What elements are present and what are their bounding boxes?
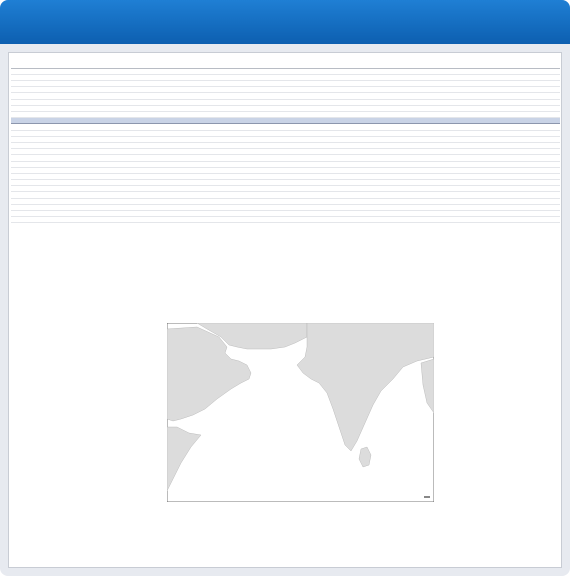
map-attribution (424, 496, 430, 498)
table-cell (327, 217, 344, 223)
table-cell (344, 217, 361, 223)
table-cell (244, 217, 261, 223)
table-cell (194, 217, 211, 223)
vessel-data-table-wrap (11, 62, 560, 223)
title-banner (0, 0, 570, 44)
route-map-canvas (167, 323, 434, 502)
table-cell (294, 217, 311, 223)
table-cell (161, 217, 178, 223)
table-cell (44, 217, 61, 223)
table-cell (111, 217, 128, 223)
table-cell (310, 217, 327, 223)
table-cell (144, 217, 161, 223)
table-cell (277, 217, 294, 223)
table-cell (377, 217, 394, 223)
route-map (167, 323, 434, 502)
table-cell (177, 217, 194, 223)
vessel-data-table (11, 62, 560, 223)
table-cell (227, 217, 244, 223)
report-sheet (8, 52, 562, 568)
table-cell (360, 217, 377, 223)
table-cell (526, 217, 543, 223)
table-cell (410, 217, 427, 223)
table-cell (510, 217, 527, 223)
table-cell (443, 217, 460, 223)
table-cell (94, 217, 111, 223)
table-cell (11, 217, 28, 223)
table-cell (211, 217, 228, 223)
table-row[interactable] (11, 217, 560, 223)
table-cell (127, 217, 144, 223)
table-cell (427, 217, 444, 223)
table-cell (460, 217, 477, 223)
table-cell (393, 217, 410, 223)
table-cell (477, 217, 494, 223)
table-cell (493, 217, 510, 223)
table-cell (28, 217, 45, 223)
table-body (11, 68, 560, 223)
table-cell (61, 217, 78, 223)
table-cell (260, 217, 277, 223)
table-cell (78, 217, 95, 223)
table-cell (543, 217, 560, 223)
